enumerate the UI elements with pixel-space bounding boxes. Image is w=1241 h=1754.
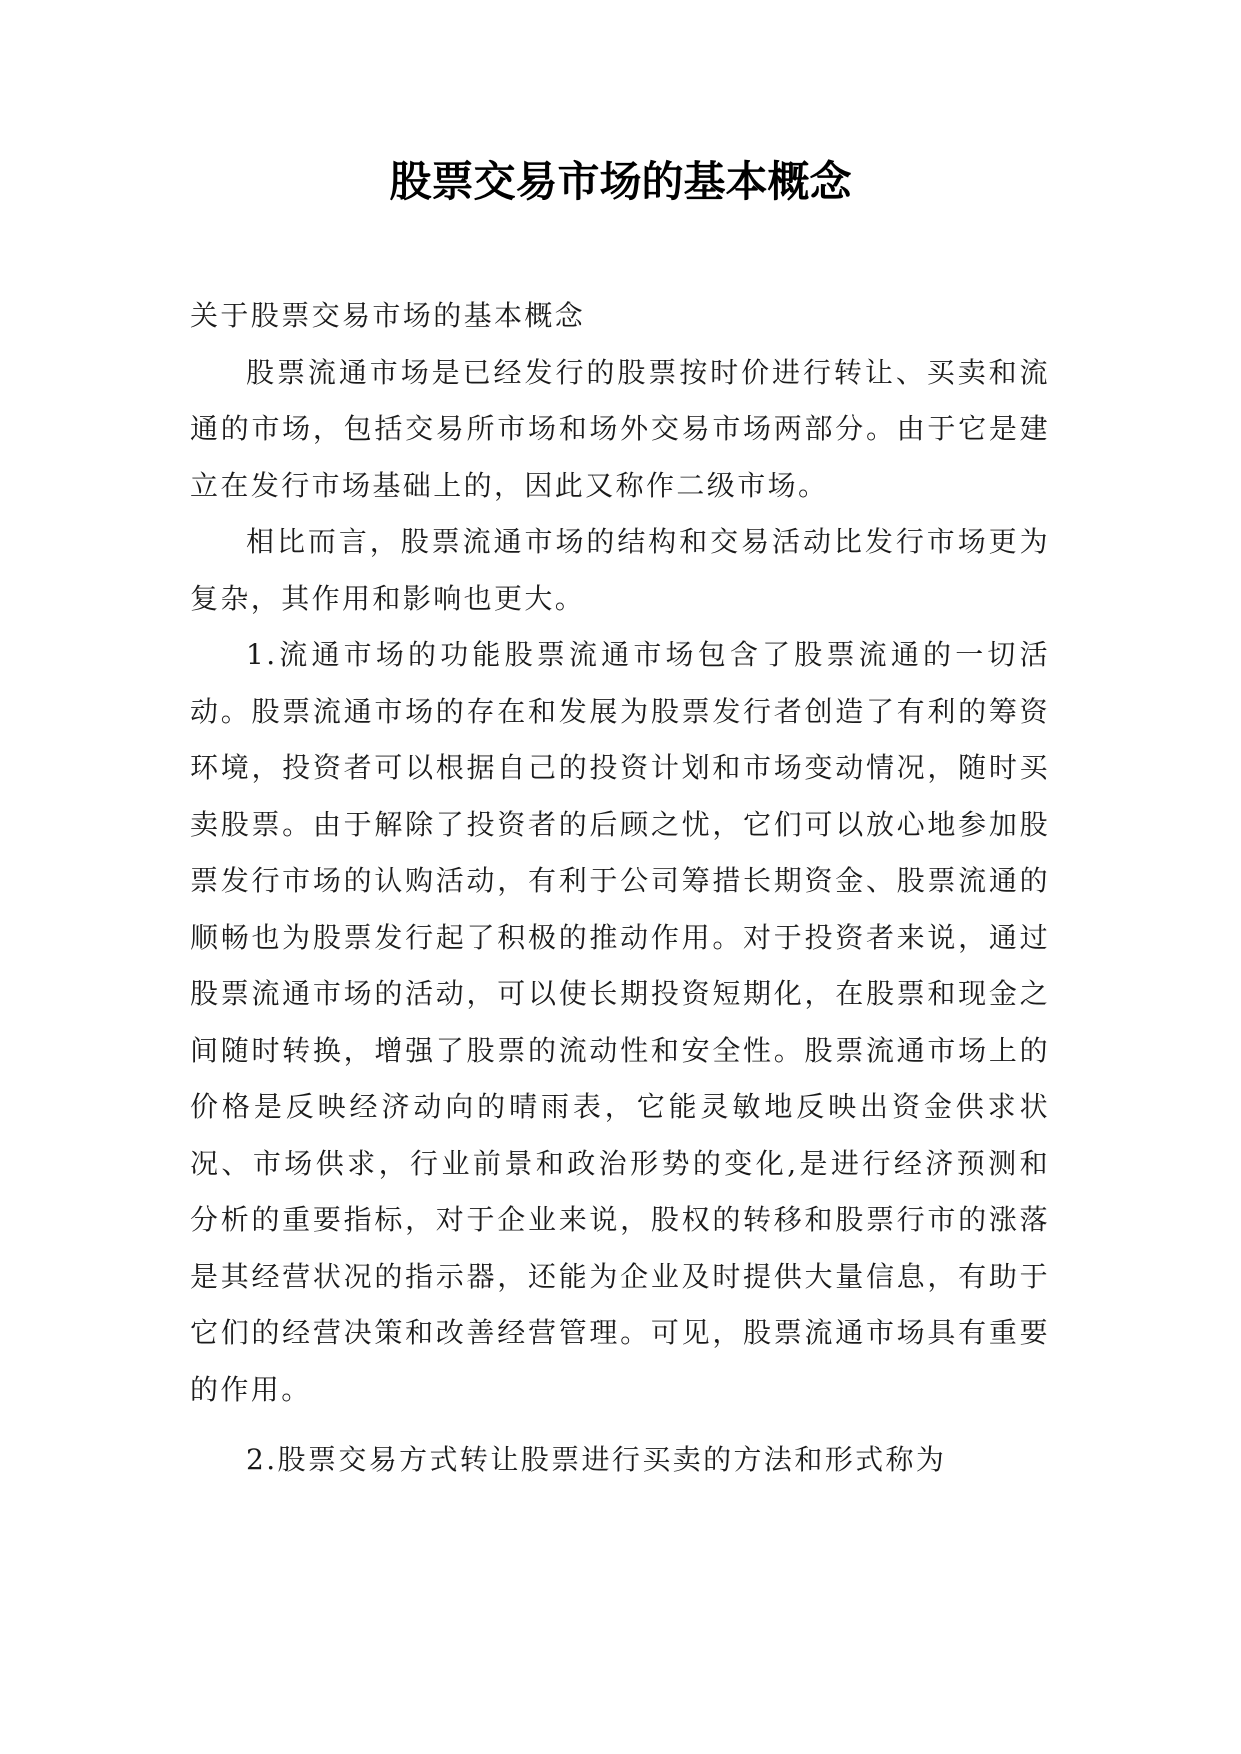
document-subtitle: 关于股票交易市场的基本概念 — [190, 299, 586, 332]
paragraph-2: 相比而言，股票流通市场的结构和交易活动比发行市场更为复杂，其作用和影响也更大。 — [190, 525, 1050, 615]
paragraph-4: 2.股票交易方式转让股票进行买卖的方法和形式称为 — [246, 1443, 947, 1476]
document-body — [190, 288, 1050, 1489]
paragraph-1: 股票流通市场是已经发行的股票按时价进行转让、买卖和流通的市场，包括交易所市场和场外交易市场两部分。由于它是建立在发行市场基础上的，因此又称作二级市场。 — [190, 355, 1050, 502]
paragraph-3: 1.流通市场的功能股票流通市场包含了股票流通的一切活动。股票流通市场的存在和发展为股票发行者创造了有利的筹资环境，投资者可以根据自己的投资计划和市场变动情况，随时买卖股票。由于解除了投资者的后顾之忧，它们可以放心地参加股票发行市场的认购活动，有利于公司筹措长期资金、股票流通的顺畅也为股票发行起了积极的推动作用。对于投资者来说，通过股票流通市场的活动，可以使长期投资短期化，在股票和现金之间随时转换，增强了股票的流动性和安全性。股票流通市场上的价格是反映经济动向的晴雨表，它能灵敏地反映出资金供求状况、市场供求，行业前景和政治形势的变化,是进行经济预测和分析的重要指标，对于企业来说，股权的转移和股票行市的涨落是其经营状况的指示器，还能为企业及时提供大量信息，有助于它们的经营决策和改善经营管理。可见，股票流通市场具有重要的作用。 — [190, 638, 1050, 1406]
document-title: 股票交易市场的基本概念 — [389, 157, 852, 206]
